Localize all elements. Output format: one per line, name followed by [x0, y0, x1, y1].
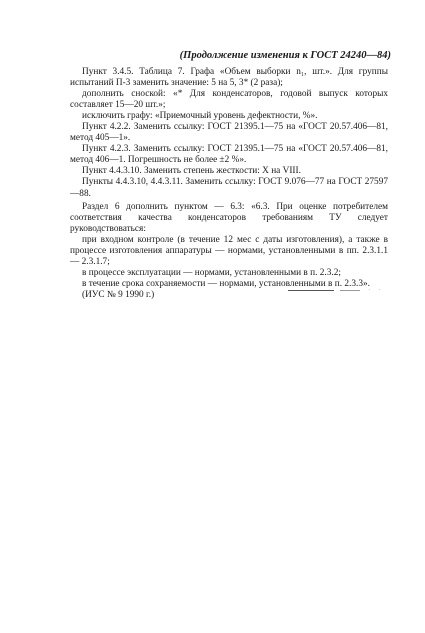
paragraph-operation: в процессе эксплуатации — нормами, установленными в п. 2.3.2; — [82, 267, 341, 278]
ius-reference: (ИУС № 9 1990 г.) — [82, 289, 155, 300]
paragraph-storage: в течение срока сохраняемости — нормами, установленными в п. 2.3.3». — [82, 278, 370, 289]
paragraph-4-2-3: Пункт 4.2.3. Заменить ссылку: ГОСТ 21395.1—75 на «ГОСТ 20.57.406—81, метод 406—1. Погрешность не более ±2 %». — [70, 144, 388, 166]
paragraph-exclude-column: исключить графу: «Приемочный уровень дефектности, %». — [82, 111, 318, 122]
paragraph-4-2-2: Пункт 4.2.2. Заменить ссылку: ГОСТ 21395.1—75 на «ГОСТ 20.57.406—81, метод 405—1». — [70, 122, 388, 144]
bottom-rule — [288, 290, 334, 291]
paragraph-section-6: Раздел 6 дополнить пунктом — 6.3: «6.3. При оценке потребителем соответствия качества конденсаторов требованиям ТУ следует руководствоваться: — [70, 201, 388, 234]
paragraph-4-4-3-10-11: Пункты 4.4.3.10, 4.4.3.11. Заменить ссылку: ГОСТ 9.076—77 на ГОСТ 27597—88. — [70, 177, 388, 199]
paragraph-incoming-control: при входном контроле (в течение 12 мес с даты изготовления), а также в процессе изготовления аппаратуры — нормами, установленными в пп. 2.3.1.1— 2.3.1.7; — [70, 234, 388, 267]
bottom-rule-faint — [340, 290, 360, 291]
paragraph-footnote-addition: дополнить сноской: «* Для конденсаторов, годовой выпуск которых составляет 15—20 шт.»; — [70, 89, 388, 111]
paragraph-3-4-5: Пункт 3.4.5. Таблица 7. Графа «Объем выборки n₁, шт.». Для группы испытаний П-3 заменить значение: 5 на 5, 3* (2 раза); — [70, 67, 388, 89]
continuation-header: (Продолжение изменения к ГОСТ 24240—84) — [179, 50, 391, 61]
bottom-marks: · · — [368, 286, 384, 294]
amendment-body — [70, 67, 388, 301]
paragraph-4-4-3-10: Пункт 4.4.3.10. Заменить степень жесткости: X на VIII. — [82, 166, 301, 177]
